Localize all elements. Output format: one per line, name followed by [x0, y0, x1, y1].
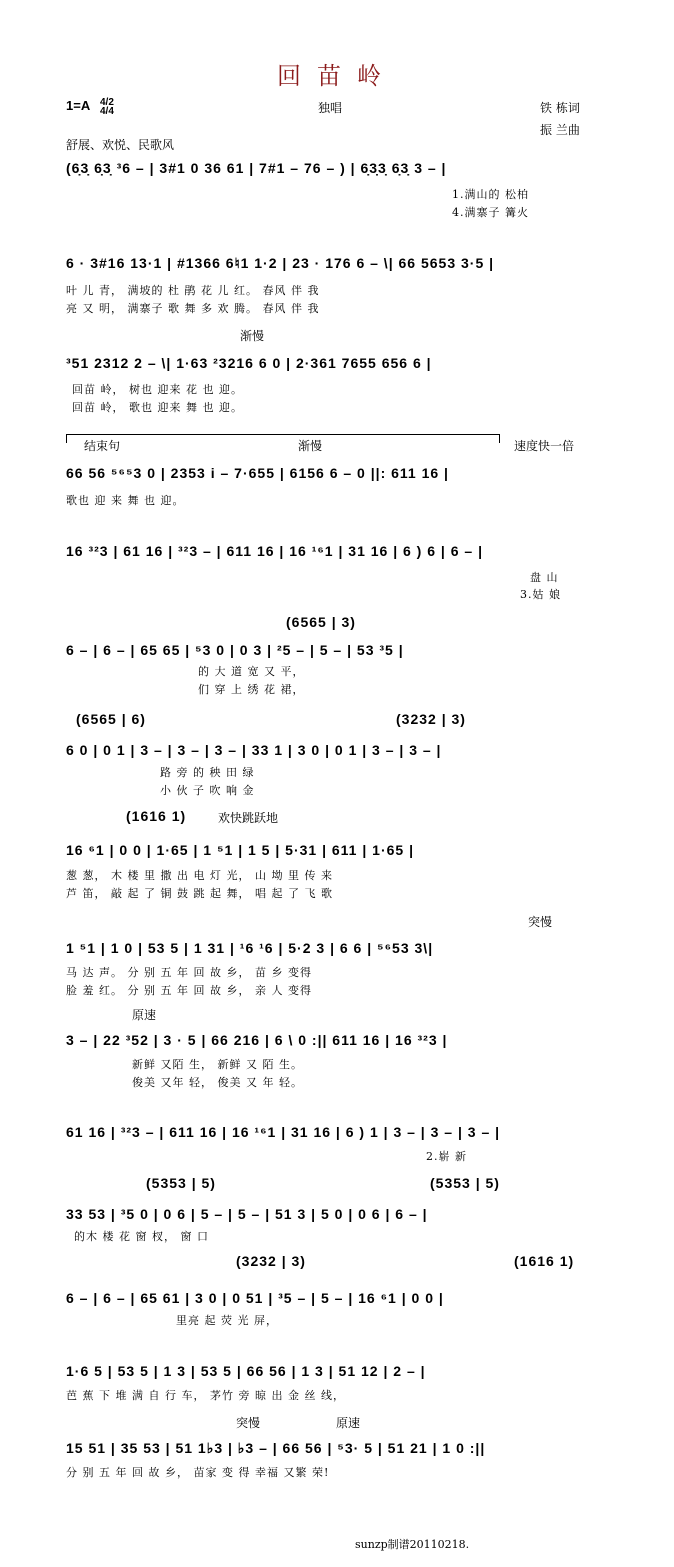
notation-row-2: 6 · 3#16 13·1 | #1366 6♮1 1·2 | 23 · 176 6 – \| 66 5653 3·5 | [66, 255, 495, 271]
lyric-verse2-start: 2.崭 新 [426, 1150, 467, 1163]
accompaniment-3232-3-b: (3232 | 3) [236, 1253, 306, 1269]
tempo-sudden-slow-1: 突慢 [528, 915, 553, 929]
lyric-row-2b: 亮 又 明， 满寨子 歌 舞 多 欢 腾。 春风 伴 我 [66, 302, 320, 315]
tempo-resume-2: 原速 [336, 1416, 361, 1430]
notation-row-7: 6 0 | 0 1 | 3 – | 3 – | 3 – | 33 1 | 3 0 | 0 1 | 3 – | 3 – | [66, 742, 442, 758]
lyric-row-5b: 3.姑 娘 [520, 588, 561, 601]
accompaniment-6565-6: (6565 | 6) [76, 711, 146, 727]
lyric-row-8b: 芦 笛， 敲 起 了 铜 鼓 跳 起 舞， 唱 起 了 飞 歌 [66, 887, 333, 900]
tempo-slowing-2: 渐慢 [298, 439, 323, 453]
lyricist: 铁 栋词 [540, 101, 580, 115]
lyric-row-5a: 盘 山 [530, 571, 559, 584]
song-title: 回苗岭 [277, 62, 397, 90]
notation-row-3: ³51 2312 2 – \| 1·63 ²3216 6 0 | 2·361 7655 656 6 | [66, 355, 432, 371]
lyric-row-3a: 回苗 岭， 树也 迎来 花 也 迎。 [72, 383, 243, 396]
notation-row-6: 6 – | 6 – | 65 65 | ⁵3 0 | 0 3 | ²5 – | 5 – | 53 ³5 | [66, 642, 404, 658]
lyric-row-6b: 们 穿 上 绣 花 裙， [198, 683, 305, 696]
lyric-row-14a: 芭 蕉 下 堆 满 自 行 车， 茅竹 旁 晾 出 金 丝 线， [66, 1389, 345, 1402]
lyric-row-13a: 里亮 起 荧 光 屏， [176, 1314, 278, 1327]
performance-style: 独唱 [318, 101, 343, 115]
composer: 振 兰曲 [540, 123, 580, 137]
notation-row-11: 61 16 | ³²3 – | 611 16 | 16 ¹⁶1 | 31 16 | 6 ) 1 | 3 – | 3 – | 3 – | [66, 1124, 501, 1140]
lyric-row-8a: 葱 葱， 木 楼 里 撒 出 电 灯 光， 山 坳 里 传 来 [66, 869, 333, 882]
lyric-row-3b: 回苗 岭， 歌也 迎来 舞 也 迎。 [72, 401, 243, 414]
tempo-slowing-1: 渐慢 [240, 329, 265, 343]
notation-row-9: 1 ⁵1 | 1 0 | 53 5 | 1 31 | ¹6 ¹6 | 5·2 3 | 6 6 | ⁵⁶53 3\| [66, 940, 434, 956]
lyric-verse1-start: 1.满山的 松柏 [452, 188, 529, 201]
tempo-double: 速度快一倍 [514, 439, 575, 453]
lively-marking: 欢快跳跃地 [218, 811, 279, 825]
accompaniment-5353-5-b: (5353 | 5) [430, 1175, 500, 1191]
lyric-verse4-start: 4.满寨子 篝火 [452, 206, 529, 219]
notation-row-4: 66 56 ⁵⁶⁵3 0 | 2353 i – 7·655 | 6156 6 – 0 ||: 611 16 | [66, 465, 449, 481]
accompaniment-3232-3: (3232 | 3) [396, 711, 466, 727]
lyric-row-10b: 俊美 又年 轻， 俊美 又 年 轻。 [132, 1076, 303, 1089]
notation-row-1: (6̣3̣ 6̣3̣ ³6 – | 3#1 0 36 61 | 7#1 – 76 – ) | 6̣3̣3̣ 6̣3̣ 3 – | [66, 160, 447, 176]
lyric-row-7b: 小 伙 子 吹 响 金 [160, 784, 255, 797]
mood-marking: 舒展、欢悦、民歌风 [66, 138, 175, 152]
lyric-row-2a: 叶 儿 青， 满坡的 杜 鹃 花 儿 红。 春风 伴 我 [66, 284, 320, 297]
accompaniment-1616-1-b: (1616 1) [514, 1253, 575, 1269]
lyric-row-9b: 脸 羞 红。 分 别 五 年 回 故 乡， 亲 人 变得 [66, 984, 312, 997]
lyric-row-15a: 分 别 五 年 回 故 乡， 苗家 变 得 幸福 又繁 荣! [66, 1466, 330, 1479]
accompaniment-5353-5-a: (5353 | 5) [146, 1175, 216, 1191]
transcriber-credit: sunzp制谱20110218. [355, 1538, 470, 1551]
ending-bracket [66, 434, 500, 435]
notation-row-13: 6 – | 6 – | 65 61 | 3 0 | 0 51 | ³5 – | 5 – | 16 ⁶1 | 0 0 | [66, 1290, 444, 1306]
ending-phrase-label: 结束句 [84, 439, 121, 453]
notation-row-8: 16 ⁶1 | 0 0 | 1·65 | 1 ⁵1 | 1 5 | 5·31 | 611 | 1·65 | [66, 842, 414, 858]
lyric-row-9a: 马 达 声。 分 别 五 年 回 故 乡， 苗 乡 变得 [66, 966, 312, 979]
time-signature: 4/2 4/4 [100, 97, 114, 117]
notation-row-12: 33 53 | ³5 0 | 0 6 | 5 – | 5 – | 51 3 | 5 0 | 0 6 | 6 – | [66, 1206, 428, 1222]
notation-row-14: 1·6 5 | 53 5 | 1 3 | 53 5 | 66 56 | 1 3 | 51 12 | 2 – | [66, 1363, 426, 1379]
lyric-row-7a: 路 旁 的 秧 田 绿 [160, 766, 255, 779]
notation-row-15: 15 51 | 35 53 | 51 1♭3 | ♭3 – | 66 56 | ⁵3· 5 | 51 21 | 1 0 :|| [66, 1440, 486, 1456]
lyric-row-6a: 的 大 道 宽 又 平， [198, 665, 305, 678]
accompaniment-6565-3: (6565 | 3) [286, 614, 356, 630]
lyric-row-10a: 新鲜 又陌 生， 新鲜 又 陌 生。 [132, 1058, 303, 1071]
notation-row-5: 16 ³²3 | 61 16 | ³²3 – | 611 16 | 16 ¹⁶1 | 31 16 | 6 ) 6 | 6 – | [66, 543, 483, 559]
key-signature: 1=A [66, 98, 91, 113]
lyric-row-12a: 的木 楼 花 窗 杈， 窗 口 [74, 1230, 209, 1243]
accompaniment-1616-1: (1616 1) [126, 808, 187, 824]
tempo-resume-1: 原速 [132, 1008, 157, 1022]
notation-row-10: 3 – | 22 ³52 | 3 · 5 | 66 216 | 6 \ 0 :|| 611 16 | 16 ³²3 | [66, 1032, 448, 1048]
lyric-row-4a: 歌也 迎 来 舞 也 迎。 [66, 494, 185, 507]
tempo-sudden-slow-2: 突慢 [236, 1416, 261, 1430]
